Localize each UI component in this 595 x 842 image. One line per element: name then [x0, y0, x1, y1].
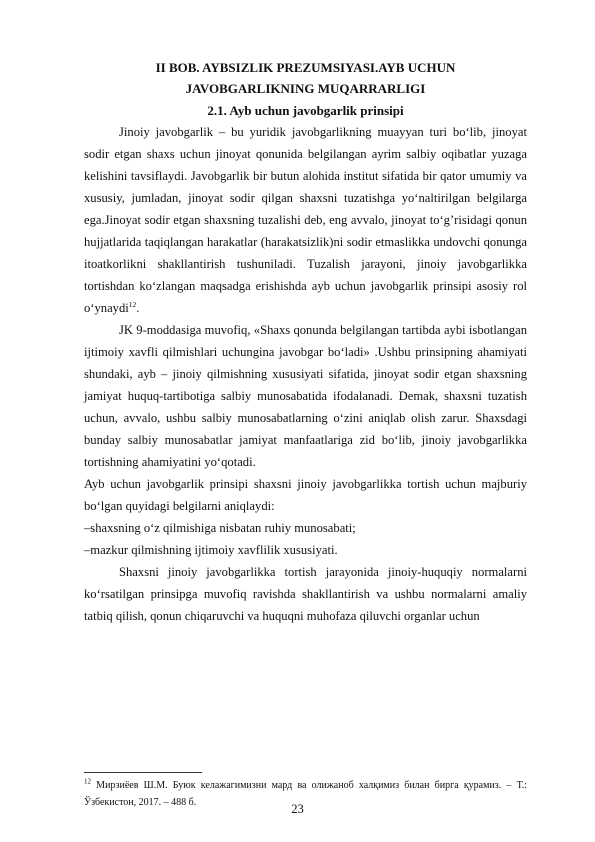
list-item-1: –shaxsning o‘z qilmishiga nisbatan ruhiy munosabati; [84, 521, 356, 535]
section-title: 2.1. Ayb uchun javobgarlik prinsipi [207, 103, 404, 118]
footnote-divider [84, 772, 202, 773]
paragraph-3: Ayb uchun javobgarlik prinsipi shaxsni jinoiy javobgarlikka tortish uchun majburiy bo‘lgan quyidagi belgilarni aniqlaydi: [84, 477, 527, 513]
paragraph-2: JK 9-moddasiga muvofiq, «Shaxs qonunda belgilangan tartibda aybi isbotlangan ijtimoiy xavfli qilmishlari uchungina javobgar bo‘ladi» .Ushbu prinsipning ahamiyati shundaki, ayb – jinoiy qilmishning xususiyati sifatida, jinoyat sodir etgan shaxsning jamiyat huquq-tartibotiga salbiy munosabatida ifodalanadi. Demak, shaxsni tuzatish uchun, avvalo, ushbu salbiy munosabatlarning o‘zini aniqlab olish zarur. Shaxsdagi bunday salbiy munosabatlar jamiyat manfaatlariga zid bo‘lib, jinoiy javobgarlikka tortishning ahamiyatini yo‘qotadi. [84, 323, 527, 469]
chapter-title-line-1: II BOB. AYBSIZLIK PREZUMSIYASI.AYB UCHUN [155, 60, 456, 75]
paragraph-6: Shaxsni jinoiy javobgarlikka tortish jarayonida jinoiy-huquqiy normalarni ko‘rsatilgan prinsipga muvofiq ravishda shakllantirish va ushbu normalarni amaliy tatbiq qilish, qonun chiqaruvchi va huquqni muhofaza qiluvchi organlar uchun [84, 565, 527, 623]
footnote-number: 12 [84, 777, 91, 786]
chapter-title-line-2: JAVOBGARLIKNING MUQARRARLIGI [185, 81, 426, 96]
footnote-text: Мирзиёев Ш.М. Буюк келажагимизни мард ва олижаноб халқимиз билан бирга қурамиз. – Т.: Ўзбекистон, 2017. – 488 б. [84, 780, 527, 808]
body-text [84, 121, 527, 627]
paragraph-1-text: Jinoiy javobgarlik – bu yuridik javobgarlikning muayyan turi bo‘lib, jinoyat sodir etgan shaxs uchun jinoyat qonunida belgilangan ayrim salbiy oqibatlar yuzaga kelishini tavsiflaydi. Javobgarlik bir butun alohida institut sifatida bir qator umumiy va xususiy, jumladan, jinoyat sodir qilgan shaxsni tuzatishga yo‘naltirilgan belgilarga ega.Jinoyat sodir etgan shaxsning tuzalishi deb, eng avvalo, jinoyat to‘g’risidagi qonun hujjatlarida taqiqlangan harakatlar (harakatsizlik)ni sodir etmaslikka undovchi qonunga itoatkorlikni shakllantirish tushuniladi. Tuzalish jarayoni, jinoiy javobgarlikka tortishdan ko‘zlangan maqsadga erishishda ayb uchun javobgarlik prinsipi asosiy rol o‘ynaydi [84, 125, 527, 315]
paragraph-1 [84, 121, 527, 319]
footnote-reference: 12 [128, 299, 137, 309]
page-number: 23 [291, 802, 304, 816]
paragraph-1-end: . [136, 301, 140, 315]
list-item-2: –mazkur qilmishning ijtimoiy xavflilik xususiyati. [84, 543, 338, 557]
